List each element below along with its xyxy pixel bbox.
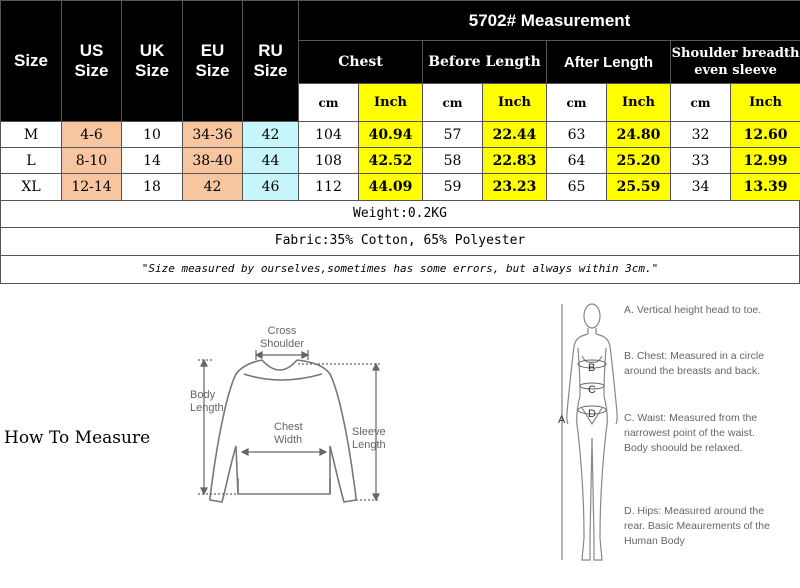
shoulder-cm-cell: 34 xyxy=(671,174,731,201)
sleeve-length-label-2: Length xyxy=(352,439,386,451)
chest-width-label-2: Width xyxy=(274,434,303,446)
letter-a: A xyxy=(558,414,566,426)
size-chart-table xyxy=(0,0,800,201)
us-cell: 4-6 xyxy=(62,122,122,148)
before-inch-cell: 22.44 xyxy=(483,122,547,148)
desc-b: B. Chest: Measured in a circle around the breasts and back. xyxy=(624,350,765,377)
measurement-title: 5702# Measurement xyxy=(299,1,800,41)
after-cm-cell: 64 xyxy=(547,148,607,174)
ru-size-header: RU Size xyxy=(243,1,299,122)
size-cell: L xyxy=(1,148,62,174)
eu-cell: 38-40 xyxy=(183,148,243,174)
body-diagram xyxy=(550,298,625,583)
weight-row: Weight:0.2KG xyxy=(0,201,800,228)
measurement-note: "Size measured by ourselves,sometimes has some errors, but always within 3cm." xyxy=(0,256,800,284)
how-to-measure-label: How To Measure xyxy=(4,428,151,448)
us-size-header: US Size xyxy=(62,1,122,122)
before-inch-header: Inch xyxy=(483,84,547,122)
after-inch-header: Inch xyxy=(607,84,671,122)
shoulder-cm-header: cm xyxy=(671,84,731,122)
uk-cell: 18 xyxy=(122,174,183,201)
before-inch-cell: 23.23 xyxy=(483,174,547,201)
desc-d: D. Hips: Measured around the rear. Basic Meaurements of the Human Body xyxy=(624,505,770,547)
ru-cell: 44 xyxy=(243,148,299,174)
fabric-row: Fabric:35% Cotton, 65% Polyester xyxy=(0,228,800,256)
after-cm-cell: 65 xyxy=(547,174,607,201)
chest-cm-header: cm xyxy=(299,84,359,122)
after-length-header: After Length xyxy=(547,41,671,84)
chest-width-label-1: Chest xyxy=(274,421,303,433)
eu-cell: 34-36 xyxy=(183,122,243,148)
uk-size-header: UK Size xyxy=(122,1,183,122)
uk-cell: 10 xyxy=(122,122,183,148)
us-cell: 8-10 xyxy=(62,148,122,174)
after-inch-cell: 25.59 xyxy=(607,174,671,201)
shoulder-cm-cell: 32 xyxy=(671,122,731,148)
body-length-label-1: Body xyxy=(190,389,216,401)
ru-cell: 42 xyxy=(243,122,299,148)
eu-cell: 42 xyxy=(183,174,243,201)
shoulder-header: Shoulder breadth even sleeve xyxy=(671,41,800,84)
before-cm-cell: 58 xyxy=(423,148,483,174)
ru-cell: 46 xyxy=(243,174,299,201)
chest-inch-cell: 40.94 xyxy=(359,122,423,148)
eu-size-header: EU Size xyxy=(183,1,243,122)
letter-d: D xyxy=(588,408,596,420)
desc-a: A. Vertical height head to toe. xyxy=(624,304,762,316)
table-row xyxy=(1,174,800,201)
shoulder-cm-cell: 33 xyxy=(671,148,731,174)
table-row xyxy=(1,122,800,148)
before-inch-cell: 22.83 xyxy=(483,148,547,174)
after-cm-cell: 63 xyxy=(547,122,607,148)
after-inch-cell: 25.20 xyxy=(607,148,671,174)
desc-c: C. Waist: Measured from the narrowest point of the waist. Body shoould be relaxed. xyxy=(624,412,758,454)
chest-cm-cell: 104 xyxy=(299,122,359,148)
uk-cell: 14 xyxy=(122,148,183,174)
us-cell: 12-14 xyxy=(62,174,122,201)
after-cm-header: cm xyxy=(547,84,607,122)
shoulder-inch-header: Inch xyxy=(731,84,800,122)
before-cm-header: cm xyxy=(423,84,483,122)
letter-c: C xyxy=(588,384,596,396)
chest-inch-header: Inch xyxy=(359,84,423,122)
chest-cm-cell: 112 xyxy=(299,174,359,201)
before-cm-cell: 57 xyxy=(423,122,483,148)
body-outline xyxy=(567,304,617,560)
cross-shoulder-label-1: Cross xyxy=(267,325,297,337)
chest-header: Chest xyxy=(299,41,423,84)
chest-inch-cell: 44.09 xyxy=(359,174,423,201)
shoulder-inch-cell: 13.39 xyxy=(731,174,800,201)
before-length-header: Before Length xyxy=(423,41,547,84)
after-inch-cell: 24.80 xyxy=(607,122,671,148)
chest-inch-cell: 42.52 xyxy=(359,148,423,174)
body-length-label-2: Length xyxy=(190,402,224,414)
table-row xyxy=(1,148,800,174)
garment-diagram xyxy=(180,318,420,518)
letter-b: B xyxy=(588,362,596,374)
chest-cm-cell: 108 xyxy=(299,148,359,174)
shoulder-inch-cell: 12.60 xyxy=(731,122,800,148)
shoulder-inch-cell: 12.99 xyxy=(731,148,800,174)
size-cell: XL xyxy=(1,174,62,201)
cross-shoulder-label-2: Shoulder xyxy=(259,338,305,350)
size-cell: M xyxy=(1,122,62,148)
before-cm-cell: 59 xyxy=(423,174,483,201)
size-header: Size xyxy=(1,1,62,122)
sleeve-length-label-1: Sleeve xyxy=(352,426,386,438)
